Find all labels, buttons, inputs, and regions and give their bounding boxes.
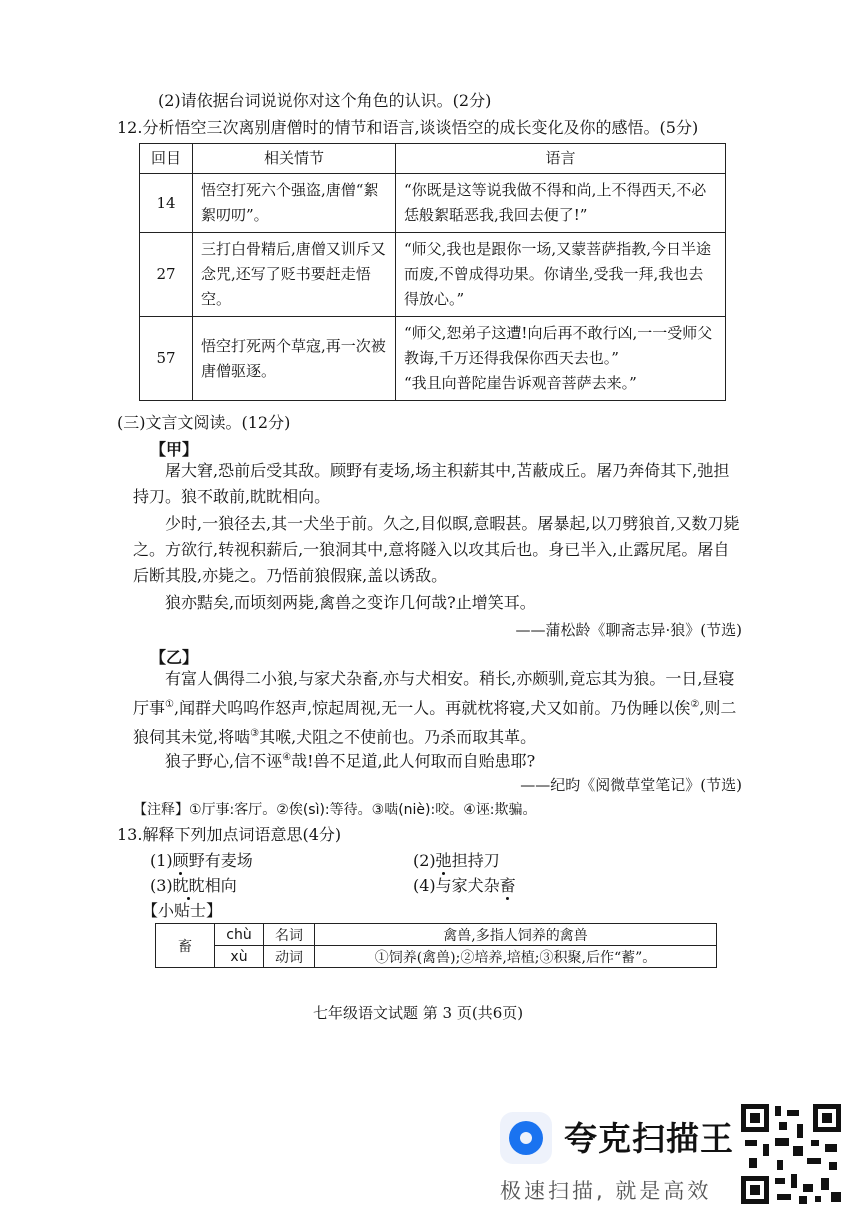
tip-table — [155, 923, 717, 968]
row-chapter: 14 — [140, 174, 193, 233]
footnote-mark-1: ① — [165, 699, 174, 710]
section3-title: (三)文言文阅读。(12分) — [117, 413, 291, 432]
yi-label: 【乙】 — [150, 648, 199, 667]
tip-pinyin: xù — [215, 946, 264, 968]
footnote-mark-3: ③ — [250, 728, 260, 740]
yi-paragraph-1: 有富人偶得二小狼,与家犬杂畜,亦与犬相安。稍长,亦颇驯,竟忘其为狼。一日,昼寝厅事①,闻群犬呜呜作怒声,惊起周视,无一人。再就枕将寝,犬又如前。乃伪睡以俟②,则二狼伺其未觉,将啮③其喉,犬阻之不使前也。乃杀而取其革。 — [133, 669, 737, 747]
table-row — [140, 174, 726, 233]
row-speech-line1: “师父,恕弟子这遭!向后再不敢行凶,一一受师父教诲,千万还得我保你西天去也。” — [404, 324, 713, 367]
annotation-notes: 【注释】①厅事:客厅。②俟(sì):等待。③啮(niè):咬。④诬:欺骗。 — [133, 802, 537, 818]
table-header-row — [140, 144, 726, 174]
q13-prompt: 13.解释下列加点词语意思(4分) — [117, 825, 342, 844]
q13-item-1: (1)顾野有麦场 — [150, 848, 253, 871]
q11-2-text: (2)请依据台词说说你对这个角色的认识。(2分) — [158, 91, 492, 110]
tip-pos: 名词 — [264, 924, 315, 946]
jia-source: ——蒲松龄《聊斋志异·狼》(节选) — [515, 621, 742, 639]
q12-prompt: 12.分析悟空三次离别唐僧时的情节和语言,谈谈悟空的成长变化及你的感悟。(5分) — [117, 118, 699, 137]
row-plot: 悟空打死两个草寇,再一次被唐僧驱逐。 — [193, 317, 396, 401]
row-speech: “你既是这等说我做不得和尚,上不得西天,不必恁般絮聒恶我,我回去便了!” — [396, 174, 726, 233]
jia-paragraph-3: 狼亦黠矣,而顷刻两毙,禽兽之变诈几何哉?止增笑耳。 — [165, 593, 536, 612]
row-plot: 三打白骨精后,唐僧又训斥又念咒,还写了贬书要赶走悟空。 — [193, 233, 396, 317]
tip-row — [156, 924, 717, 946]
watermark-slogan: 极速扫描, 就是高效 — [500, 1179, 712, 1203]
tip-pinyin: chù — [215, 924, 264, 946]
q13-item-2: (2)弛担持刀 — [413, 848, 500, 871]
footnote-mark-4: ④ — [282, 752, 292, 763]
row-chapter: 57 — [140, 317, 193, 401]
row-speech-line2: “我且向普陀崖告诉观音菩萨去来。” — [404, 374, 637, 392]
quark-logo-icon — [500, 1112, 552, 1164]
header-plot: 相关情节 — [193, 144, 396, 174]
yi-paragraph-2: 狼子野心,信不诬④哉!兽不足道,此人何取而自贻患耶? — [165, 751, 536, 771]
qr-code-icon — [741, 1104, 841, 1204]
header-chapter: 回目 — [140, 144, 193, 174]
page-footer: 七年级语文试题 第 3 页(共6页) — [313, 1004, 524, 1022]
jia-label: 【甲】 — [150, 440, 199, 459]
yi-source: ——纪昀《阅微草堂笔记》(节选) — [520, 776, 742, 794]
header-speech: 语言 — [396, 144, 726, 174]
tip-meaning: ①饲养(禽兽);②培养,培植;③积聚,后作“蓄”。 — [315, 946, 717, 968]
tip-char: 畜 — [156, 924, 215, 968]
row-chapter: 27 — [140, 233, 193, 317]
row-plot: 悟空打死六个强盗,唐僧“絮絮叨叨”。 — [193, 174, 396, 233]
q13-item-4: (4)与家犬杂畜 — [413, 873, 516, 896]
q13-item-3: (3)眈眈相向 — [150, 873, 237, 896]
watermark-brand: 夸克扫描王 — [564, 1119, 734, 1158]
q12-table — [139, 143, 726, 401]
row-speech — [396, 317, 726, 401]
row-speech: “师父,我也是跟你一场,又蒙菩萨指教,今日半途而废,不曾成得功果。你请坐,受我一拜,我也去得放心。” — [396, 233, 726, 317]
tip-label: 【小贴士】 — [142, 901, 223, 920]
table-row — [140, 317, 726, 401]
footnote-mark-2: ② — [690, 699, 700, 710]
tip-row — [156, 946, 717, 968]
tip-meaning: 禽兽,多指人饲养的禽兽 — [315, 924, 717, 946]
tip-pos: 动词 — [264, 946, 315, 968]
table-row — [140, 233, 726, 317]
jia-paragraph-1: 屠大窘,恐前后受其敌。顾野有麦场,场主积薪其中,苫蔽成丘。屠乃奔倚其下,弛担持刀。狼不敢前,眈眈相向。 — [133, 461, 730, 506]
jia-paragraph-2: 少时,一狼径去,其一犬坐于前。久之,目似瞑,意暇甚。屠暴起,以刀劈狼首,又数刀毙之。方欲行,转视积薪后,一狼洞其中,意将隧入以攻其后也。身已半入,止露尻尾。屠自后断其股,亦毙之。乃悟前狼假寐,盖以诱敌。 — [133, 514, 740, 585]
